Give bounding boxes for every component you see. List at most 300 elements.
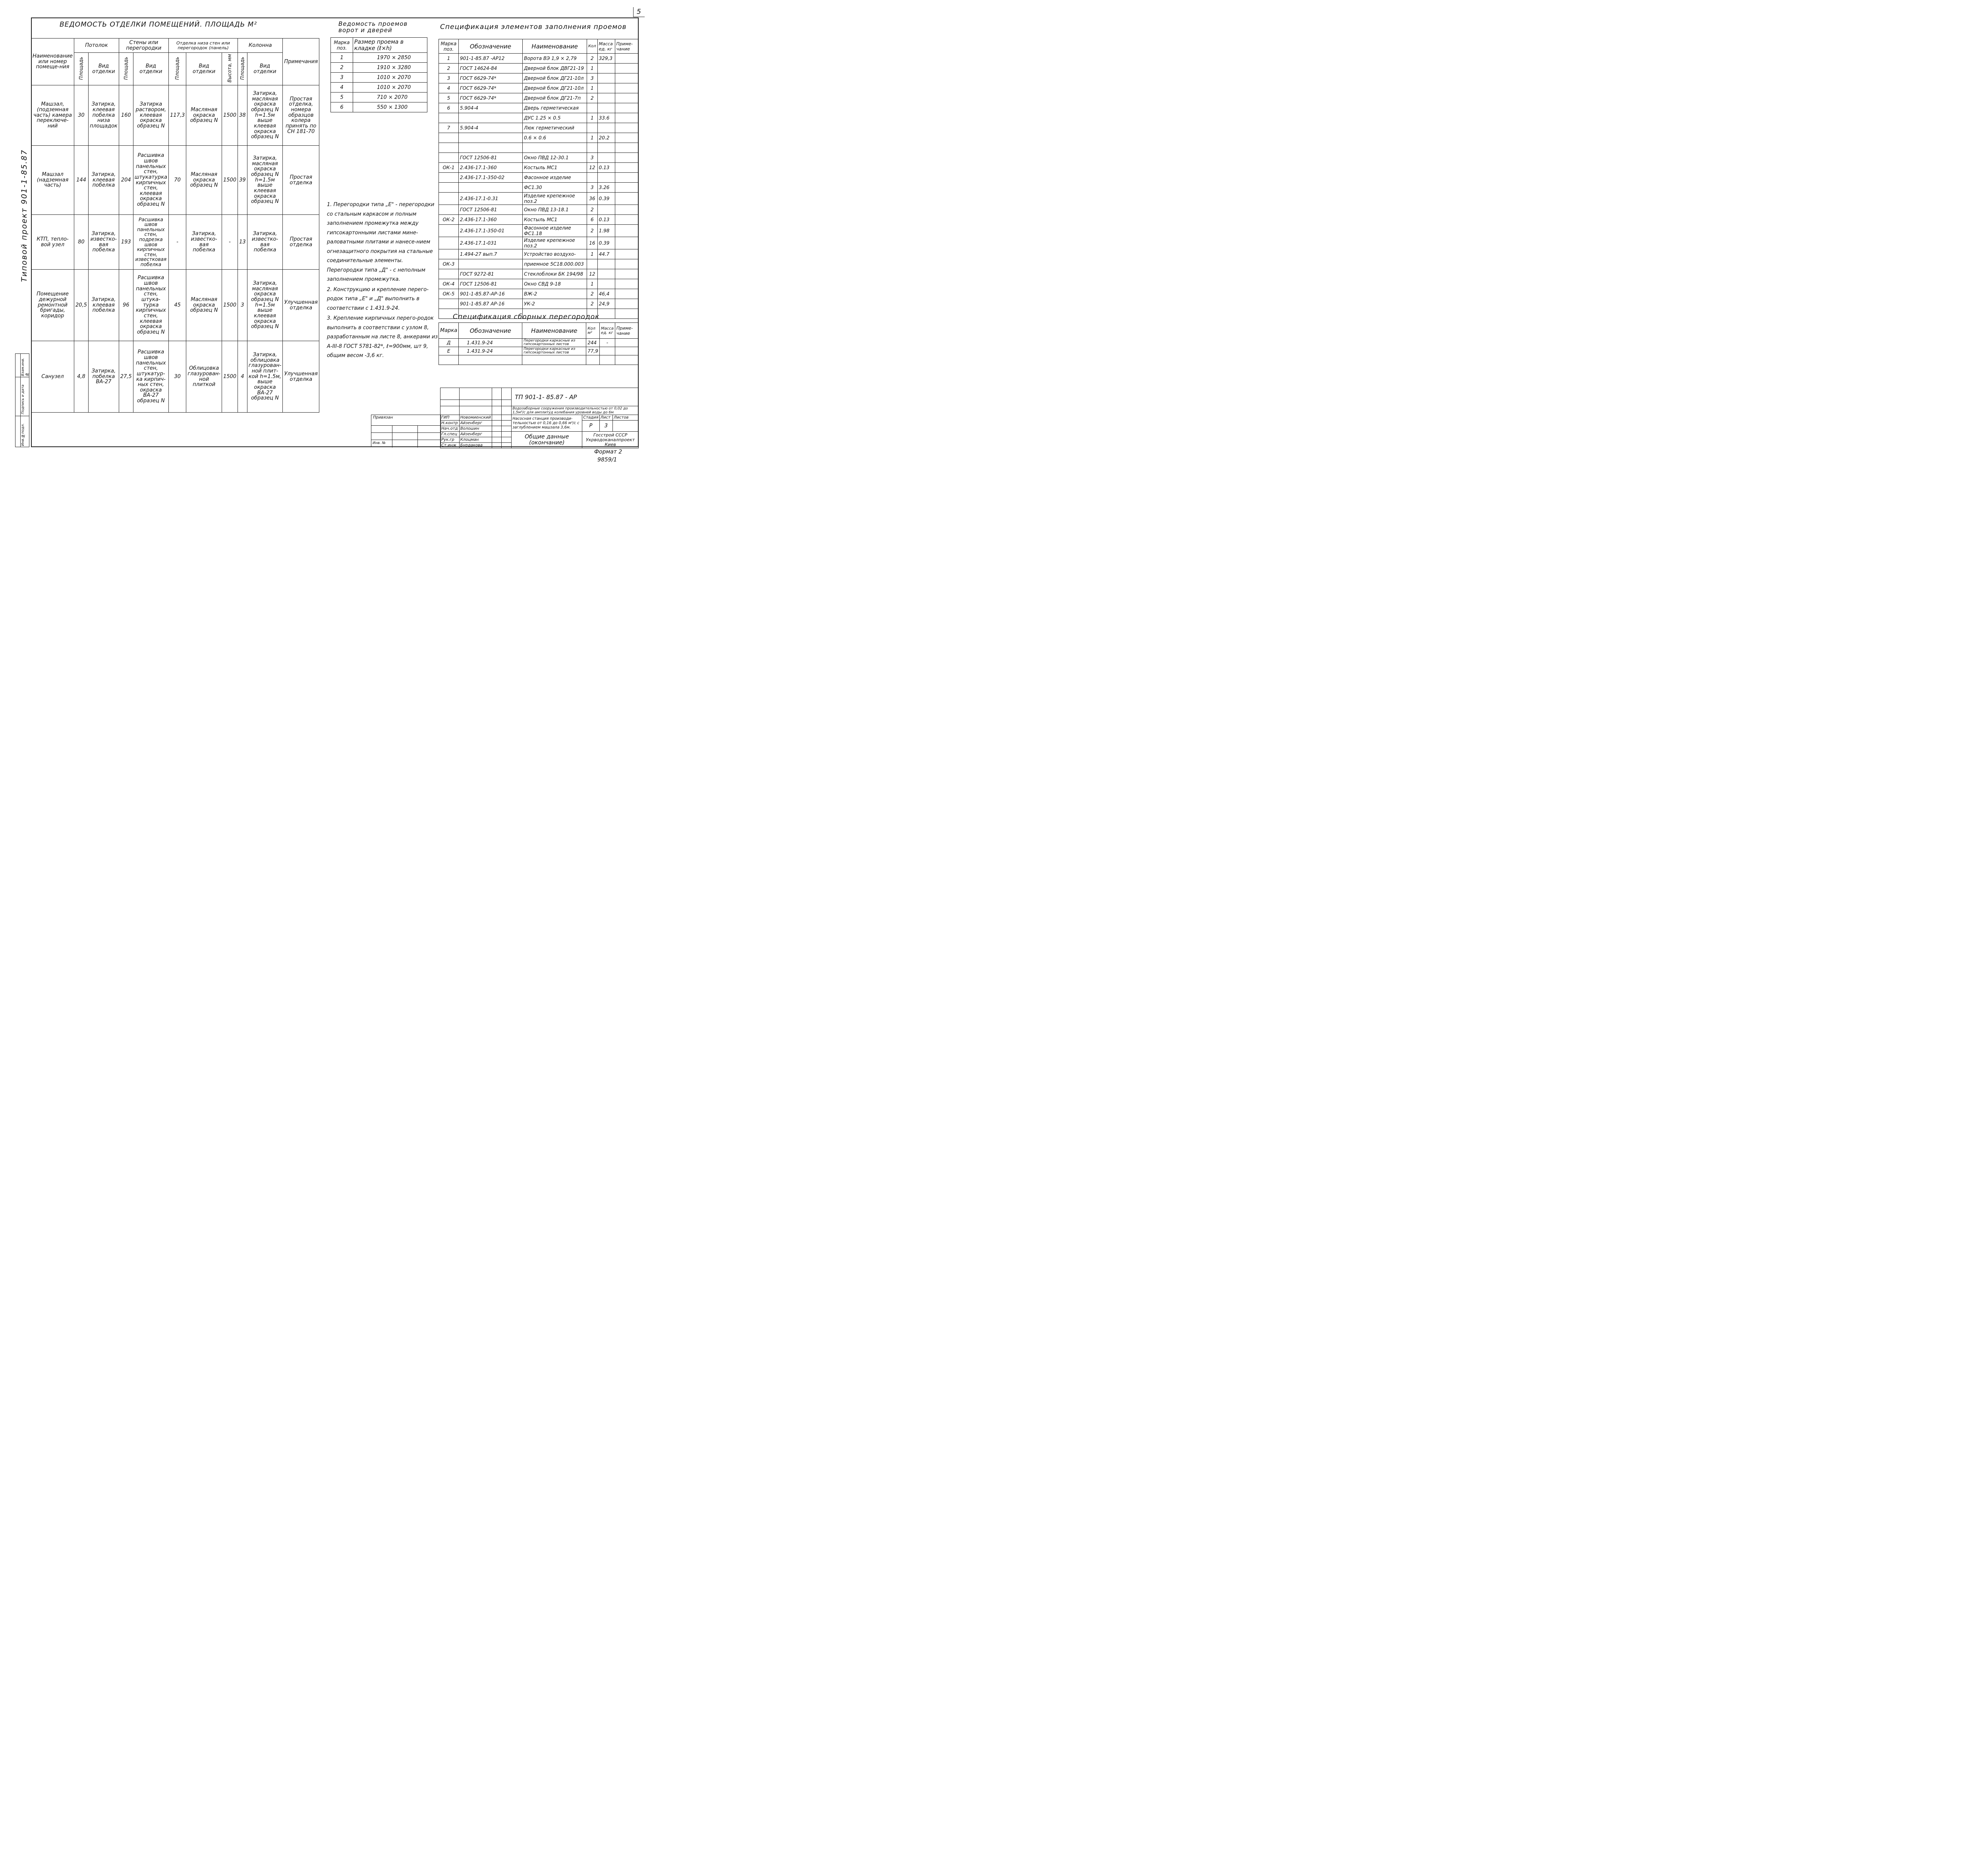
spec2-row: [439, 355, 639, 365]
strip-sign-label: Подпись и дата: [21, 384, 25, 414]
finish-row: [31, 215, 319, 270]
finish-row: [31, 341, 319, 413]
stamp-role: Ст.инж: [440, 443, 460, 448]
spec-qty: 12: [587, 269, 598, 279]
spec-mass: 0.39: [597, 237, 615, 249]
spec2-name: [522, 355, 586, 365]
strip-replace-label: Взам.инв.№: [21, 357, 29, 376]
spec-row: [439, 205, 639, 215]
spec-name: Костыль МС1: [523, 215, 587, 225]
opening-mark: 6: [331, 102, 353, 112]
stamp-role: ГИП: [440, 415, 460, 421]
spec-h-qty: Кол: [587, 39, 598, 54]
spec-note: [615, 183, 638, 193]
spec-note: [615, 103, 638, 113]
spec2-title: Спецификация сборных перегородок: [453, 313, 600, 321]
spec-h-mark: Марка поз.: [439, 39, 459, 54]
room-name: КТП, тепло-вой узел: [31, 215, 74, 270]
spec-mass: [597, 143, 615, 153]
spec-mass: [597, 173, 615, 183]
finish-h-kind: Вид отделки: [186, 53, 222, 85]
spec-mark: ОК-3: [439, 259, 459, 269]
spec-qty: 2: [587, 205, 598, 215]
spec2-qty: 77,9: [586, 347, 600, 355]
spec-mark: 3: [439, 73, 459, 83]
stamp-person: Бурдакова: [459, 443, 492, 448]
spec-name: Окно ПВД 13-18.1: [523, 205, 587, 215]
spec-row: [439, 289, 639, 299]
spec-code: 2.436-17.1-031: [458, 237, 522, 249]
spec-note: [615, 113, 638, 123]
spec-name: Изделие крепежное поз.2: [523, 193, 587, 205]
spec-mass: [597, 123, 615, 133]
lower-area: 45: [169, 270, 186, 341]
spec2-note: [615, 347, 638, 355]
ceiling-kind: Затирка, клеевая побелка низа площадок: [88, 85, 119, 146]
spec-mass: 0.13: [597, 163, 615, 173]
opening-mark: 2: [331, 63, 353, 73]
lower-height: 1500: [222, 85, 238, 146]
spec-qty: 2: [587, 289, 598, 299]
spec-code: 2.436-17.1-360: [458, 163, 522, 173]
spec-code: 5.904-4: [458, 103, 522, 113]
spec-code: 1.494-27 вып.7: [458, 249, 522, 259]
spec2-h-mark: Марка: [439, 323, 459, 339]
spec-code: ГОСТ 6629-74*: [458, 73, 522, 83]
sheet-number: 5: [637, 8, 641, 16]
spec-row: [439, 133, 639, 143]
spec-mark: [439, 183, 459, 193]
walls-area: 204: [119, 146, 133, 215]
stamp-signature: [492, 432, 502, 437]
spec-row: [439, 103, 639, 113]
finish-h-area: Площадь: [74, 53, 89, 85]
spec-mass: [597, 205, 615, 215]
openings-row: [331, 83, 427, 93]
spec-note: [615, 215, 638, 225]
spec-mark: [439, 299, 459, 309]
spec-note: [615, 249, 638, 259]
opening-size: 550 × 1300: [353, 102, 427, 112]
spec-qty: 2: [587, 299, 598, 309]
spec-code: 5.904-4: [458, 123, 522, 133]
spec-qty: 1: [587, 133, 598, 143]
row-note: Простая отделка: [283, 215, 319, 270]
finish-table: [31, 38, 319, 413]
spec-name: ВЖ-2: [523, 289, 587, 299]
finish-title: ВЕДОМОСТЬ ОТДЕЛКИ ПОМЕЩЕНИЙ. ПЛОЩАДЬ М²: [60, 21, 257, 29]
spec-note: [615, 73, 638, 83]
spec-name: ФС1.30: [523, 183, 587, 193]
spec-note: [615, 163, 638, 173]
ceiling-area: 144: [74, 146, 89, 215]
spec-row: [439, 193, 639, 205]
spec-code: ГОСТ 12506-81: [458, 279, 522, 289]
stamp-description: Водозаборные сооружения производительностью от 0,02 до 1,5м³/с для амплитуд колебания уровней воды до 6м: [512, 406, 639, 415]
spec-mass: [597, 153, 615, 163]
stamp-sheets: [613, 421, 639, 432]
lower-kind: Облицовка глазурован-ной плиткой: [186, 341, 222, 413]
lower-area: 30: [169, 341, 186, 413]
spec2-row: [439, 347, 639, 355]
spec-code: ГОСТ 12506-81: [458, 153, 522, 163]
spec-row: [439, 237, 639, 249]
spec-row: [439, 93, 639, 103]
opening-size: 1010 × 2070: [353, 83, 427, 93]
finish-h-column: Колонна: [238, 39, 283, 53]
finish-h-kind: Вид отделки: [247, 53, 283, 85]
spec-name: приемное 5С18.000.003: [523, 259, 587, 269]
spec-row: [439, 54, 639, 64]
finish-h-walls: Стены или перегородки: [119, 39, 168, 53]
ceiling-kind: Затирка, клеевая побелка: [88, 270, 119, 341]
spec-name: Окно СВД 9-18: [523, 279, 587, 289]
spec-qty: 3: [587, 183, 598, 193]
spec-note: [615, 153, 638, 163]
spec-note: [615, 259, 638, 269]
spec-mass: [597, 103, 615, 113]
spec2-row: [439, 339, 639, 347]
spec-qty: 12: [587, 163, 598, 173]
spec-qty: 2: [587, 225, 598, 237]
spec-note: [615, 123, 638, 133]
stamp-signature: [492, 426, 502, 432]
finish-row: [31, 146, 319, 215]
spec-name: Дверь герметическая: [523, 103, 587, 113]
spec-code: [458, 133, 522, 143]
spec-name: УК-2: [523, 299, 587, 309]
stamp-role: Нач.отд: [440, 426, 460, 432]
ceiling-kind: Затирка, побелка ВА-27: [88, 341, 119, 413]
finish-h-kind: Вид отделки: [133, 53, 168, 85]
stamp-person: Новомиенский: [459, 415, 492, 421]
spec-row: [439, 279, 639, 289]
lower-kind: Затирка, известко-вая побелка: [186, 215, 222, 270]
spec-name: Дверной блок ДГ21-10л: [523, 83, 587, 93]
stamp-sheet: 3: [599, 421, 613, 432]
spec-row: [439, 215, 639, 225]
lower-area: 117,3: [169, 85, 186, 146]
note-3: 3. Крепление кирпичных перего-родок выполнить в соответствии с узлом 8, разработанным на листе 8, анкерами из А-III-8 ГОСТ 5781-82*, ℓ=900мм, шт 9, общим весом -3,6 кг.: [327, 315, 438, 359]
spec-name: Дверной блок ДГ21-10л: [523, 73, 587, 83]
lower-height: 1500: [222, 341, 238, 413]
spec2-h-note: Приме-чание: [615, 323, 638, 339]
spec-row: [439, 225, 639, 237]
archive-number: 9859/1: [597, 457, 617, 463]
strip-inv-label: Инв.№подл.: [21, 423, 25, 446]
spec-note: [615, 133, 638, 143]
opening-size: 1010 × 2070: [353, 73, 427, 83]
spec2-mark: Е: [439, 347, 459, 355]
spec-mark: 1: [439, 54, 459, 64]
spec-note: [615, 299, 638, 309]
spec-mass: 44.7: [597, 249, 615, 259]
spec-code: 2.436-17.1-350-01: [458, 225, 522, 237]
spec-qty: 3: [587, 73, 598, 83]
spec2-name: Перегородки каркасные из гипсокартонных листов: [522, 347, 586, 355]
stamp-sheets-h: Листов: [613, 415, 639, 421]
lower-kind: Масляная окраска образец N: [186, 270, 222, 341]
walls-kind: Расшивка швов панельных стен, подрезка швов кирпичных стен, известковая побелка: [133, 215, 168, 270]
spec-note: [615, 225, 638, 237]
spec-note: [615, 205, 638, 215]
spec2-h-mass: Масса ед. кг: [599, 323, 615, 339]
stamp-role: Гл.спец: [440, 432, 460, 437]
spec-code: [458, 183, 522, 193]
openings-h-size: Размер проема в кладке (ℓ×h): [353, 38, 427, 53]
spec-mark: [439, 153, 459, 163]
finish-h-kind: Вид отделки: [88, 53, 119, 85]
spec-code: ГОСТ 6629-74*: [458, 83, 522, 93]
spec-qty: 16: [587, 237, 598, 249]
spec-note: [615, 54, 638, 64]
spec-mark: ОК-2: [439, 215, 459, 225]
spec-code: ГОСТ 12506-81: [458, 205, 522, 215]
spec-name: Дверной блок ДВГ21-19: [523, 64, 587, 73]
spec-note: [615, 173, 638, 183]
spec2-note: [615, 355, 638, 365]
spec-row: [439, 259, 639, 269]
spec-name: ДУС 1.25 × 0.5: [523, 113, 587, 123]
spec-name: Дверной блок ДГ21-7п: [523, 93, 587, 103]
spec-name: Ворота ВЭ 1,9 × 2,79: [523, 54, 587, 64]
lower-height: 1500: [222, 270, 238, 341]
room-name: Машзал, (подземная часть) камера переключе-ний: [31, 85, 74, 146]
stamp-signature: [492, 437, 502, 443]
stamp-signature: [492, 443, 502, 448]
lower-kind: Масляная окраска образец N: [186, 146, 222, 215]
spec-code: ГОСТ 14624-84: [458, 64, 522, 73]
walls-kind: Затирка раствором, клеевая окраска образец N: [133, 85, 168, 146]
spec-qty: 1: [587, 83, 598, 93]
spec-name: Люк герметический: [523, 123, 587, 133]
opening-mark: 4: [331, 83, 353, 93]
spec-mass: [597, 93, 615, 103]
spec-h-name: Наименование: [523, 39, 587, 54]
spec-row: [439, 64, 639, 73]
openings-row: [331, 93, 427, 102]
spec-mark: 2: [439, 64, 459, 73]
spec-mass: 46,4: [597, 289, 615, 299]
spec-note: [615, 237, 638, 249]
spec-note: [615, 193, 638, 205]
walls-kind: Расшивка швов панельных стен, штукатур-ка кирпич-ных стен, окраска ВА-27 образец N: [133, 341, 168, 413]
lower-area: -: [169, 215, 186, 270]
spec-mark: ОК-5: [439, 289, 459, 299]
spec-mass: [597, 64, 615, 73]
stamp-person: Айзенберг: [459, 421, 492, 426]
room-name: Санузел: [31, 341, 74, 413]
spec-qty: 2: [587, 93, 598, 103]
spec-mass: [597, 259, 615, 269]
spec-qty: [587, 259, 598, 269]
stamp-role: Н.контр: [440, 421, 460, 426]
spec-mass: 20.2: [597, 133, 615, 143]
spec-mass: [597, 279, 615, 289]
note-2: 2. Конструкцию и крепление перего-родок типа „Е" и „Д" выполнить в соответствии с 1.431.9-24.: [327, 286, 429, 311]
spec-mass: [597, 269, 615, 279]
spec-mass: 24,9: [597, 299, 615, 309]
spec-note: [615, 309, 638, 319]
spec-row: [439, 249, 639, 259]
stamp-signature: [492, 415, 502, 421]
spec-table: [439, 39, 639, 319]
spec-mark: 7: [439, 123, 459, 133]
stamp-person: Волошин: [459, 426, 492, 432]
ceiling-area: 20,5: [74, 270, 89, 341]
spec-qty: [587, 103, 598, 113]
spec-note: [615, 289, 638, 299]
stamp-person: Клоцман: [459, 437, 492, 443]
spec-name: Костыль МС1: [523, 163, 587, 173]
spec-code: 901-1-85.87 -АР12: [458, 54, 522, 64]
spec2-name: Перегородки каркасные из гипсокартонных листов: [522, 339, 586, 347]
spec2-h-name: Наименование: [522, 323, 586, 339]
stamp-stage-h: Стадия: [582, 415, 599, 421]
column-area: 39: [238, 146, 247, 215]
opening-mark: 1: [331, 53, 353, 63]
spec2-mark: [439, 355, 459, 365]
spec-row: [439, 299, 639, 309]
row-note: Улучшенная отделка: [283, 270, 319, 341]
spec-mass: 0.39: [597, 193, 615, 205]
spec2-mass: -: [599, 339, 615, 347]
spec-note: [615, 279, 638, 289]
spec-code: [458, 143, 522, 153]
finish-h-name: Наименование или номер помеще-ния: [31, 39, 74, 85]
spec-row: [439, 83, 639, 93]
walls-area: 27,5: [119, 341, 133, 413]
finish-h-ceiling: Потолок: [74, 39, 119, 53]
spec-mark: [439, 205, 459, 215]
spec-mark: [439, 249, 459, 259]
spec-qty: 6: [587, 215, 598, 225]
spec-mass: [597, 83, 615, 93]
spec-name: Стеклоблоки БК 194/98: [523, 269, 587, 279]
column-kind: Затирка, масляная окраска образец N h=1.5м выше клеевая окраска образец N: [247, 146, 283, 215]
ceiling-area: 80: [74, 215, 89, 270]
spec-qty: 2: [587, 54, 598, 64]
spec-name: [523, 143, 587, 153]
spec-qty: 1: [587, 64, 598, 73]
stamp-signature: [492, 421, 502, 426]
stamp-sheet-h: Лист: [599, 415, 613, 421]
finish-row: [31, 270, 319, 341]
ceiling-kind: Затирка, клеевая побелка: [88, 146, 119, 215]
room-name: Машзал (надземная часть): [31, 146, 74, 215]
spec2-code: 1.431.9-24: [459, 347, 522, 355]
spec-qty: 1: [587, 279, 598, 289]
column-kind: Затирка, облицовка глазурован-ной плит-кой h=1.5м, выше окраска ВА-27 образец N: [247, 341, 283, 413]
note-1: 1. Перегородки типа „Е" - перегородки со стальным каркасом и полным заполнением промежутка между гипсокартонными листами мине-раловатными плитами и нанесе-нием огнезащитного покрытия на стальные соединительные элементы. Перегородки типа „Д" - с неполным заполнением промежутка.: [327, 202, 435, 282]
openings-row: [331, 73, 427, 83]
spec-mass: 33.6: [597, 113, 615, 123]
ceiling-kind: Затирка, известко-вая побелка: [88, 215, 119, 270]
binding-strip: [15, 353, 29, 447]
spec-qty: [587, 123, 598, 133]
column-kind: Затирка, масляная окраска образец N h=1.5м выше клеевая окраска образец N: [247, 270, 283, 341]
spec-row: [439, 153, 639, 163]
finish-h-area: Площадь: [119, 53, 133, 85]
ceiling-area: 30: [74, 85, 89, 146]
spec-mark: [439, 237, 459, 249]
finish-h-note: Примечания: [283, 39, 319, 85]
room-name: Помещение дежурной ремонтной бригады, коридор: [31, 270, 74, 341]
stamp-stage: Р: [582, 421, 599, 432]
spec-name: Устройство воздухо-: [523, 249, 587, 259]
spec-name: 0.6 × 0.6: [523, 133, 587, 143]
spec-name: Изделие крепежное поз.2: [523, 237, 587, 249]
spec2-mass: [599, 347, 615, 355]
stamp-object: Насосная станция производи-тельностью от 0,16 до 0,66 м³/с с заглублением машзала 3,6м.: [512, 415, 582, 432]
notes-block: [327, 200, 439, 361]
stamp-sheet-title: Общие данные (окончание): [512, 432, 582, 448]
bound-label: Привязан: [373, 415, 393, 420]
spec2-table: [439, 322, 639, 365]
spec-mark: 6: [439, 103, 459, 113]
spec-mass: 3.26: [597, 183, 615, 193]
column-area: 13: [238, 215, 247, 270]
stamp-org: Госстрой СССР Укрводоканалпроект Киев: [582, 432, 639, 448]
opening-size: 1970 × 2850: [353, 53, 427, 63]
spec-code: ГОСТ 6629-74*: [458, 93, 522, 103]
spec-mark: ОК-4: [439, 279, 459, 289]
finish-h-lower: Отделка низа стен или перегородок (панель): [169, 39, 238, 53]
spec-qty: 3: [587, 153, 598, 163]
spec-h-mass: Масса ед. кг: [597, 39, 615, 54]
opening-mark: 5: [331, 93, 353, 102]
openings-title: Ведомость проемов ворот и дверей: [338, 20, 408, 34]
opening-size: 710 × 2070: [353, 93, 427, 102]
finish-row: [31, 85, 319, 146]
spec-qty: 1: [587, 113, 598, 123]
spec-h-code: Обозначение: [458, 39, 522, 54]
spec-code: 2.436-17.1-360: [458, 215, 522, 225]
spec-mark: 5: [439, 93, 459, 103]
spec-mass: [597, 309, 615, 319]
openings-h-mark: Марка поз.: [331, 38, 353, 53]
spec-row: [439, 113, 639, 123]
stamp-code: ТП 901-1- 85.87 - АР: [512, 388, 639, 406]
spec2-mass: [599, 355, 615, 365]
spec-mass: 0.13: [597, 215, 615, 225]
spec-qty: [587, 143, 598, 153]
spec-code: [458, 113, 522, 123]
spec-name: Фасонное изделие ФС1.18: [523, 225, 587, 237]
finish-h-area: Площадь: [238, 53, 247, 85]
bound-box: [371, 415, 441, 447]
spec2-code: 1.431.9-24: [459, 339, 522, 347]
spec-note: [615, 83, 638, 93]
walls-kind: Расшивка швов панельных стен, штукатурка кирпичных стен, клеевая окраска образец N: [133, 146, 168, 215]
spec-mark: [439, 193, 459, 205]
spec2-qty: [586, 355, 600, 365]
spec-h-note: Приме-чание: [615, 39, 638, 54]
spec-code: ГОСТ 9272-81: [458, 269, 522, 279]
title-block: [440, 388, 639, 448]
spec-mark: [439, 225, 459, 237]
spec-mark: 4: [439, 83, 459, 93]
openings-table: [330, 37, 427, 112]
lower-height: 1500: [222, 146, 238, 215]
spec-qty: 1: [587, 249, 598, 259]
spec-mark: [439, 269, 459, 279]
spec-mark: ОК-1: [439, 163, 459, 173]
row-note: Простая отделка, номера образцов колера принять по СН 181-70: [283, 85, 319, 146]
column-kind: Затирка, известко-вая побелка: [247, 215, 283, 270]
spec-mass: [597, 73, 615, 83]
format-label: Формат 2: [594, 449, 622, 455]
